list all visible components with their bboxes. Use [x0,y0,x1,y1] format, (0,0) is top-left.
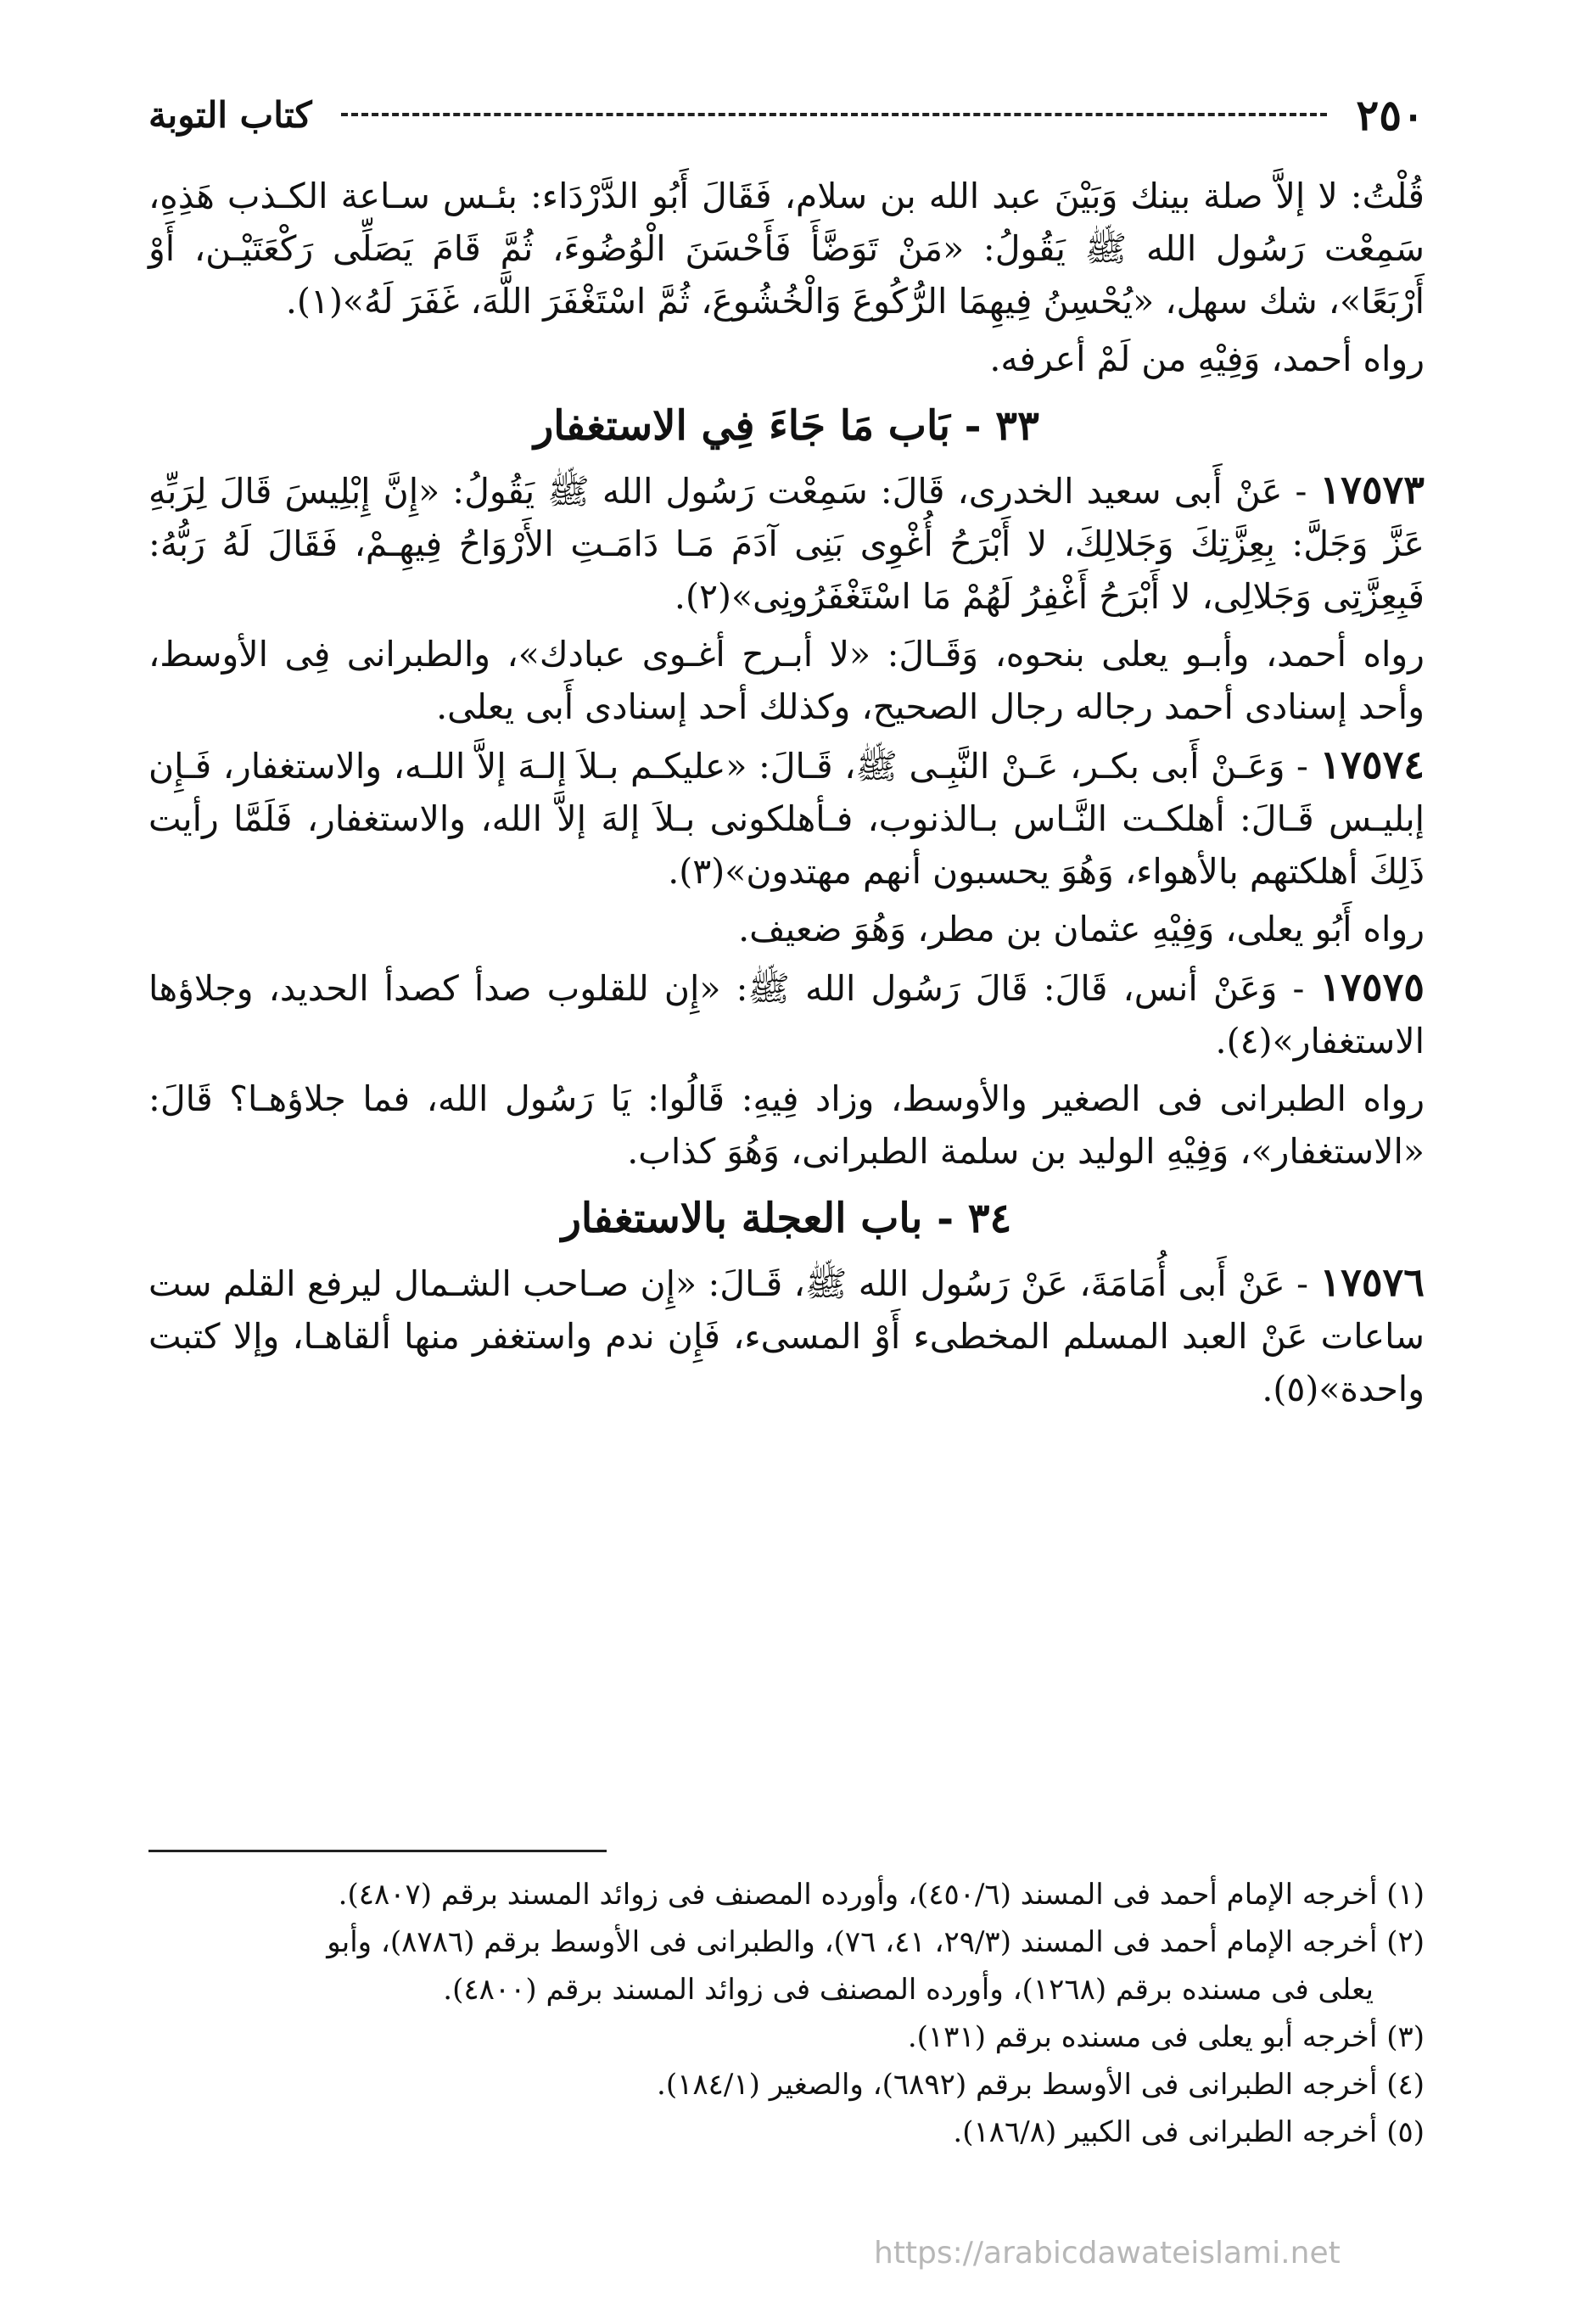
hadith-17573-riwaya: رواه أحمد، وأبـو يعلى بنحوه، وَقَـالَ: «لا أبـرح أغـوى عبادك»، والطبرانى فِى الأوسط، وأحد إسنادى أحمد رجاله رجال الصحيح، وكذلك أحد إسنادى أَبى يعلى. [148,634,1425,727]
chapter-heading-34: ٣٤ - باب العجلة بالاستغفار [561,1195,1012,1242]
footnote-4: (٤) أخرجه الطبرانى فى الأوسط برقم (٦٨٩٢)، والصغير (١٨٤/١). [657,2068,1425,2102]
footnote-1: (١) أخرجه الإمام أحمد فى المسند (٤٥٠/٦)، وأورده المصنف فى زوائد المسند برقم (٤٨٠٧). [338,1878,1425,1912]
hadith-number: ١٧٥٧٤ [1319,742,1425,787]
book-title: كتاب التوبة [148,93,312,136]
hadith-text: - عَنْ أَبى سعيد الخدرى، قَالَ: سَمِعْت رَسُول الله ﷺ يَقُولُ: «إِنَّ إِبْلِيسَ قَالَ لِرَبِّهِ عَزَّ وَجَلَّ: بِعِزَّتِكَ وَجَلالِكَ، لا أَبْرَحُ أُغْوِى بَنِى آدَمَ مَـا دَامَـتِ الأَرْوَاحُ فِيهِـمْ، فَقَالَ لَهُ رَبُّهُ: فَبِعِزَّتِى وَجَلالِى، لا أَبْرَحُ أَغْفِرُ لَهُمْ مَا اسْتَغْفَرُونِى»(٢). [148,471,1425,617]
chapter-heading-33: ٣٣ - بَاب مَا جَاءَ فِي الاستغفار [534,402,1039,450]
hadith-17574-riwaya: رواه أَبُو يعلى، وَفِيْهِ عثمان بن مطر، وَهُوَ ضعيف. [738,909,1425,949]
hadith-number: ١٧٥٧٣ [1319,467,1425,512]
footnote-5: (٥) أخرجه الطبرانى فى الكبير (١٨٦/٨). [953,2115,1425,2149]
paragraph-riwaya: رواه أحمد، وَفِيْهِ من لَمْ أعرفه. [989,339,1425,379]
watermark-url: https://arabicdawateislami.net [874,2236,1341,2271]
hadith-text: - وَعَـنْ أَبى بكـر، عَـنْ النَّبِـى ﷺ، قَـالَ: «عليكـم بـلاَ إلـهَ إلاَّ اللـه، والاستغفار، فَـإِن إبليـس قَـالَ: أهلكـت النَّـاس بـالذنوب، فـأهلكونى بـلاَ إلهَ إلاَّ الله، والاستغفار، فَلَمَّا رأيت ذَلِكَ أهلكتهم بالأهواء، وَهُوَ يحسبون أنهم مهتدون»(٣). [148,746,1425,892]
hadith-text: - عَنْ أَبى أُمَامَةَ، عَنْ رَسُول الله ﷺ، قَـالَ: «إِن صـاحب الشـمال ليرفع القلم ست ساعات عَنْ العبد المسلم المخطىء أَوْ المسىء، فَإِن ندم واستغفر منها ألقاهـا، وإلا كتبت واحدة»(٥). [148,1263,1425,1409]
paragraph-continuation: قُلْتُ: لا إلاَّ صلة بينك وَبَيْنَ عبد الله بن سلام، فَقَالَ أَبُو الدَّرْدَاء: بئـس سـاعة الكـذب هَذِهِ، سَمِعْت رَسُول الله ﷺ يَقُولُ: «مَنْ تَوَضَّأَ فَأَحْسَنَ الْوُضُوءَ، ثُمَّ قَامَ يَصَلِّى رَكْعَتَيْـن، أَوْ أَرْبَعًا»، شك سهل، «يُحْسِنُ فِيهِمَا الرُّكُوعَ وَالْخُشُوعَ، ثُمَّ اسْتَغْفَرَ اللَّهَ، غَفَرَ لَهُ»(١). [148,176,1425,322]
hadith-17576 [148,1256,1425,1415]
main-text [148,170,1425,1415]
footnote-3: (٣) أخرجه أبو يعلى فى مسنده برقم (١٣١). [907,2020,1425,2054]
hadith-text: - وَعَنْ أنس، قَالَ: قَالَ رَسُول الله ﷺ: «إِن للقلوب صدأ كصدأ الحديد، وجلاؤها الاستغفار»(٤). [148,968,1425,1061]
header-divider [341,113,1328,116]
footnote-2-continuation: يعلى فى مسنده برقم (١٢٦٨)، وأورده المصنف فى زوائد المسند برقم (٤٨٠٠). [443,1973,1374,2007]
footnote-divider [148,1850,607,1852]
footnote-2: (٢) أخرجه الإمام أحمد فى المسند (٢٩/٣، ٤١، ٧٦)، والطبرانى فى الأوسط برقم (٨٧٨٦)، وأبو [327,1925,1425,1959]
footnotes [148,1871,1425,2156]
hadith-17574 [148,738,1425,898]
hadith-number: ١٧٥٧٥ [1319,964,1425,1010]
hadith-17573 [148,463,1425,623]
hadith-17575-riwaya: رواه الطبرانى فى الصغير والأوسط، وزاد فِيهِ: قَالُوا: يَا رَسُول الله، فما جلاؤهـا؟ قَالَ: «الاستغفار»، وَفِيْهِ الوليد بن سلمة الطبرانى، وَهُوَ كذاب. [148,1078,1425,1172]
hadith-number: ١٧٥٧٦ [1319,1259,1425,1305]
page-number: ٢٥٠ [1356,89,1425,140]
page-header [148,85,1425,144]
hadith-17575 [148,960,1425,1067]
